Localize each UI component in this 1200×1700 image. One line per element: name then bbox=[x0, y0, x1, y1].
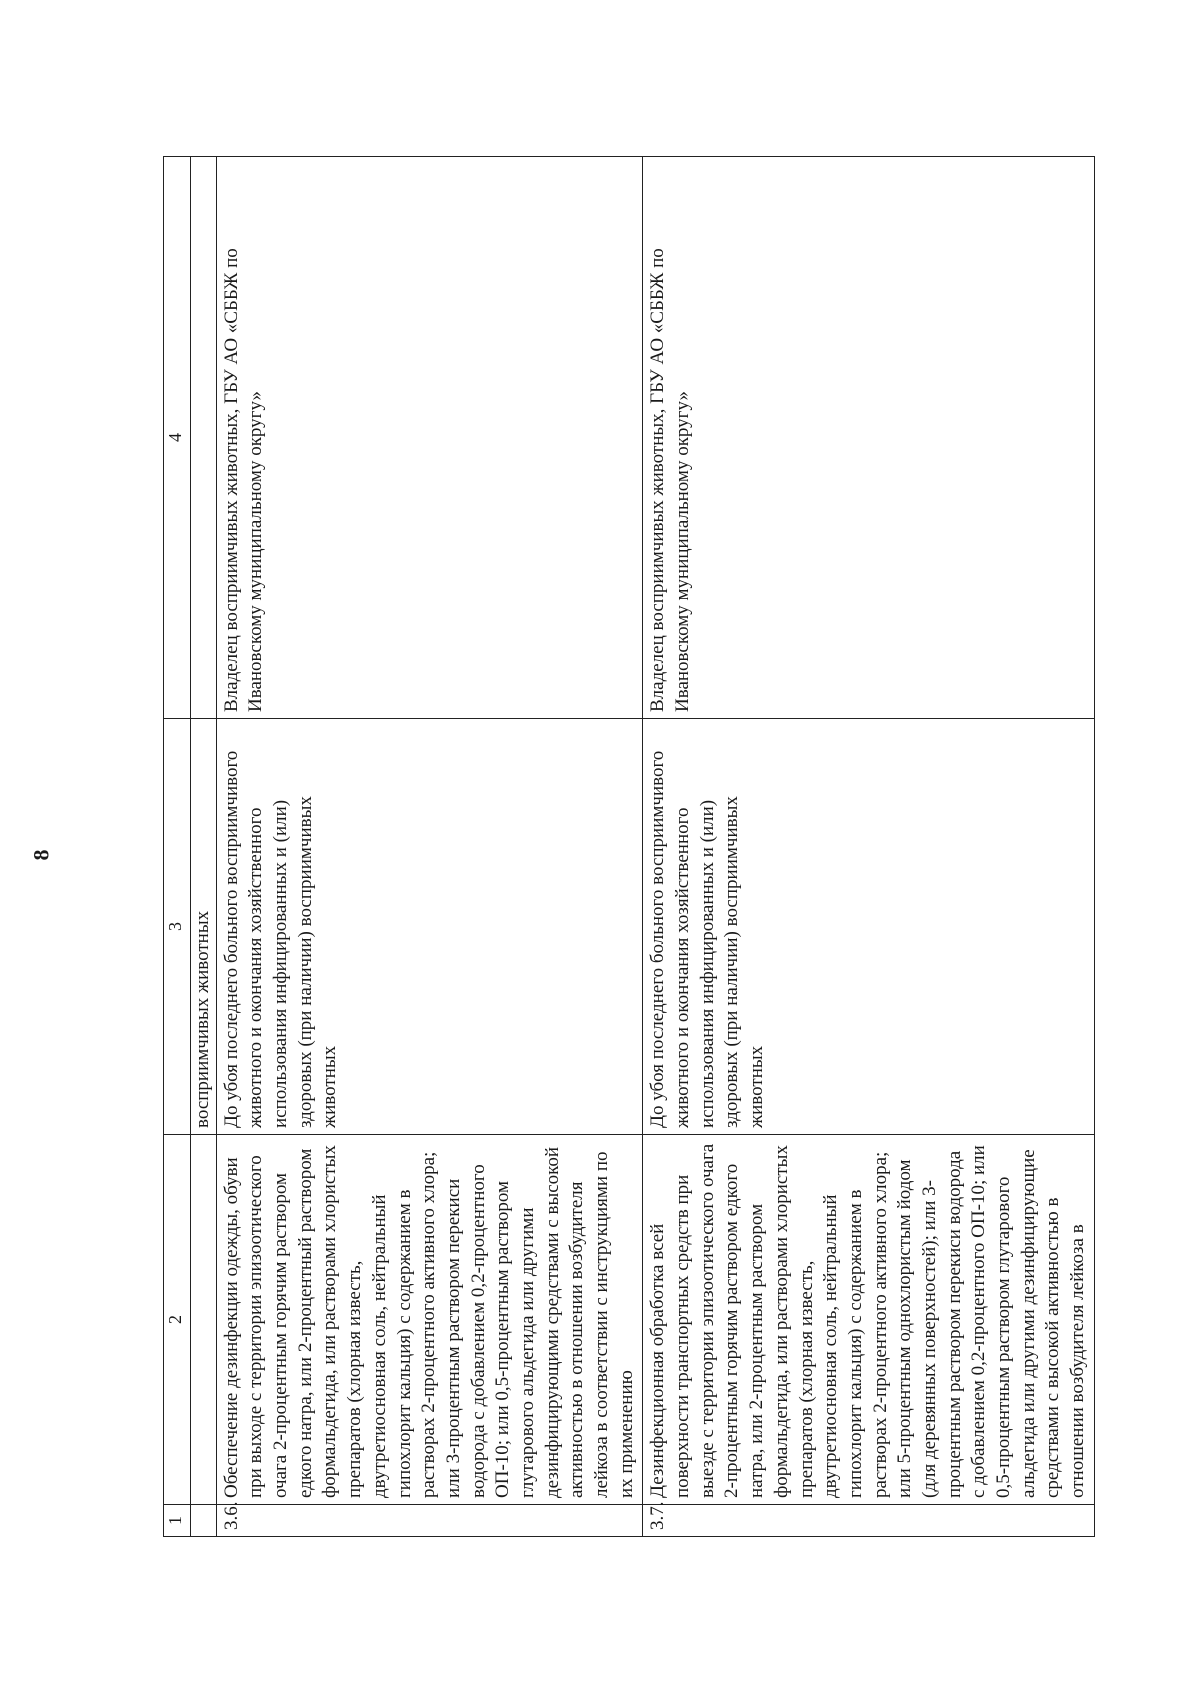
row-term: До убоя последнего больного восприимчивого животного и окончания хозяйственного использования инфицированных и (или) здоровых (при наличии) восприимчивых животных bbox=[216, 719, 643, 1135]
row-term: До убоя последнего больного восприимчивого животного и окончания хозяйственного использования инфицированных и (или) здоровых (при наличии) восприимчивых животных bbox=[643, 719, 1094, 1135]
page-number: 8 bbox=[28, 849, 54, 861]
table-row bbox=[643, 157, 1094, 1537]
table-row bbox=[216, 157, 643, 1537]
row-responsible: Владелец восприимчивых животных, ГБУ АО «СББЖ по Ивановскому муниципальному округу» bbox=[216, 157, 643, 719]
header-col-1: 1 bbox=[164, 1505, 191, 1537]
row-measure: Обеспечение дезинфекции одежды, обуви при выходе с территории эпизоотического очага 2-процентным горячим раствором едкого натра, или 2-процентный раствором формальдегида, или растворами хлористых препаратов (хлорная известь, двутретиосновная соль, нейтральный гипохлорит кальция) с содержанием в растворах 2-процентного активного хлора; или 3-процентным раствором перекиси водорода с добавлением 0,2-процентного ОП-10; или 0,5-процентным раствором глутарового альдегида или другими дезинфицирующими средствами с высокой активностью в отношении возбудителя лейкоза в соответствии с инструкциями по их применению bbox=[216, 1135, 643, 1505]
header-col-4: 4 bbox=[164, 157, 191, 719]
table-header-row bbox=[164, 157, 191, 1537]
row-responsible: Владелец восприимчивых животных, ГБУ АО «СББЖ по Ивановскому муниципальному округу» bbox=[643, 157, 1094, 719]
continuation-text: восприимчивых животных bbox=[191, 719, 217, 1135]
header-col-3: 3 bbox=[164, 719, 191, 1135]
continuation-row bbox=[191, 157, 217, 1537]
measures-table bbox=[163, 156, 1095, 1537]
document-table-frame bbox=[163, 157, 1089, 1537]
row-measure: Дезинфекционная обработка всей поверхности транспортных средств при выезде с территории эпизоотического очага 2-процентным горячим раствором едкого натра, или 2-процентным раствором формальдегида, или растворами хлористых препаратов (хлорная известь, двутретиосновная соль, нейтральный гипохлорит кальция) с содержанием в растворах 2-процентного активного хлора; или 5-процентным однохлористым йодом (для деревянных поверхностей); или 3-процентным раствором перекиси водорода с добавлением 0,2-процентного ОП-10; или 0,5-процентным раствором глутарового альдегида или другими дезинфицирующие средствами с высокой активностью в отношении возбудителя лейкоза в bbox=[643, 1135, 1094, 1505]
row-number: 3.7. bbox=[643, 1505, 1094, 1537]
header-col-2: 2 bbox=[164, 1135, 191, 1505]
row-number: 3.6. bbox=[216, 1505, 643, 1537]
